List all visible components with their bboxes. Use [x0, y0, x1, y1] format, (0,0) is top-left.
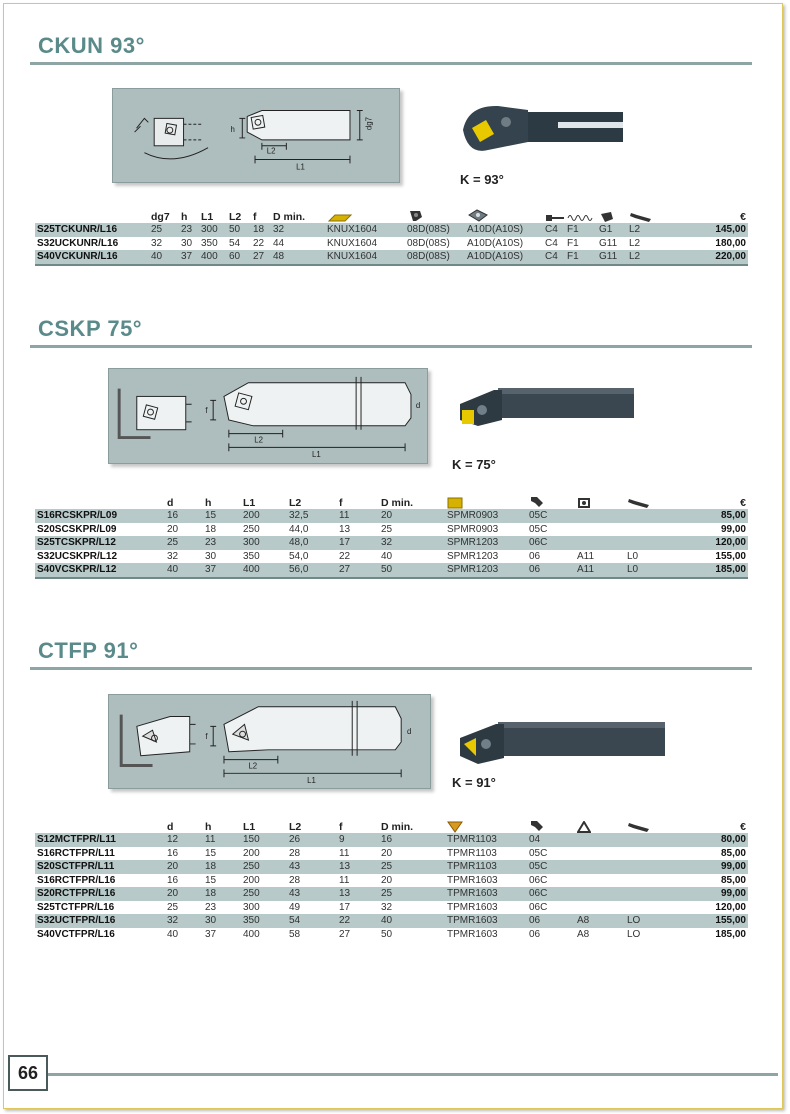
col-header: f: [339, 497, 343, 509]
table-ckun: [35, 208, 748, 266]
table-row: S32UCTFPR/L16 32 30 350 54 22 40 TPMR1603 06 A8 LO 155,00: [37, 915, 746, 926]
f-label: f: [205, 406, 208, 416]
col-header: L1: [201, 211, 214, 223]
col-header: L1: [243, 497, 256, 509]
screw-icon: [543, 208, 565, 223]
k-angle-label: K = 75°: [452, 457, 496, 472]
table-row: S12MCTFPR/L11 12 11 150 26 9 16 TPMR1103 04 80,00: [37, 834, 746, 845]
table-header-row: [35, 208, 748, 223]
seat-icon: [575, 494, 625, 509]
table-row: S40VCTFPR/L16 40 37 400 58 27 50 TPMR1603 06 A8 LO 185,00: [37, 928, 746, 940]
table-row: S20RCTFPR/L16 20 18 250 43 13 25 TPMR1603 06C 99,00: [37, 888, 746, 899]
col-header: h: [181, 211, 188, 223]
table-row: S16RCTFPR/L16 16 15 200 28 11 20 TPMR1603 06C 85,00: [37, 874, 746, 886]
d-label: d: [415, 401, 421, 411]
l1-label: L1: [296, 162, 305, 172]
table-row: S16RCTFPR/L11 16 15 200 28 11 20 TPMR1103 05C 85,00: [37, 847, 746, 859]
key-icon: [627, 208, 667, 223]
l1-label: L1: [312, 450, 321, 460]
table-row: S20SCTFPR/L11 20 18 250 43 13 25 TPMR1103 05C 99,00: [37, 861, 746, 872]
table-row: S20SCSKPR/L09 20 18 250 44,0 13 25 SPMR0903 05C 99,00: [37, 523, 746, 535]
l2-label: L2: [266, 146, 276, 156]
section-rule: [30, 667, 752, 670]
table-header-row: [35, 818, 748, 833]
insert-knux-icon: [325, 208, 405, 223]
col-header: L1: [243, 821, 256, 833]
table-row: S25TCTFPR/L16 25 23 300 49 17 32 TPMR1603 06C 120,00: [37, 901, 746, 913]
shim-icon: [405, 208, 465, 223]
l2-label: L2: [254, 435, 264, 445]
col-header: L2: [289, 821, 302, 833]
tool-photo-ctfp: [458, 716, 665, 772]
table-row: S25TCSKPR/L12 25 23 300 48,0 17 32 SPMR1203 06C 120,00: [37, 537, 746, 548]
l2-label: L2: [248, 761, 258, 771]
section-title: CKUN 93°: [38, 33, 145, 58]
table-cskp: [35, 494, 748, 579]
table-header-row: [35, 494, 748, 509]
spring-icon: [565, 208, 597, 223]
technical-drawing-cskp: [108, 368, 428, 464]
l1-label: L1: [307, 776, 316, 786]
d-label: d: [407, 727, 412, 737]
price-header: €: [740, 497, 746, 509]
screw-icon: [527, 494, 575, 509]
seat-icon: [575, 818, 625, 833]
table-row: S40VCKUNR/L16 40 37 400 60 27 48 KNUX1604 08D(08S) A10D(A10S) C4 F1 G11 L2 220,00: [35, 250, 748, 265]
key-icon: [625, 494, 665, 509]
col-header: f: [339, 821, 343, 833]
section-rule: [30, 62, 752, 65]
seat-icon: [465, 208, 543, 223]
col-header: d: [167, 497, 174, 509]
technical-drawing-ctfp: [108, 694, 431, 789]
table-row: S40VCSKPR/L12 40 37 400 56,0 27 50 SPMR1203 06 A11 L0 185,00: [35, 563, 748, 578]
col-header: L2: [289, 497, 302, 509]
tool-photo-cskp: [458, 380, 634, 440]
f-label: f: [205, 732, 208, 742]
price-header: €: [740, 211, 746, 223]
footer-rule: [48, 1073, 778, 1076]
insert-tpmr-icon: [445, 818, 527, 833]
section-rule: [30, 345, 752, 348]
col-header: D min.: [381, 821, 414, 833]
insert-spmr-icon: [445, 494, 527, 509]
key-icon: [625, 818, 665, 833]
col-header: D min.: [381, 497, 414, 509]
table-row: S16RCSKPR/L09 16 15 200 32,5 11 20 SPMR0903 05C 85,00: [37, 510, 746, 521]
price-header: €: [740, 821, 746, 833]
clamp-icon: [597, 208, 627, 223]
section-ctfp: [30, 637, 752, 670]
tool-photo-ckun: [458, 100, 623, 165]
section-title: CTFP 91°: [38, 638, 139, 663]
table-row: S32UCKUNR/L16 32 30 350 54 22 44 KNUX1604 08D(08S) A10D(A10S) C4 F1 G11 L2 180,00: [37, 237, 746, 249]
section-cskp: [30, 315, 752, 348]
col-header: D min.: [273, 211, 306, 223]
k-angle-label: K = 91°: [452, 775, 496, 790]
section-title: CSKP 75°: [38, 316, 143, 341]
col-header: d: [167, 821, 174, 833]
col-header: L2: [229, 211, 242, 223]
k-angle-label: K = 93°: [460, 172, 504, 187]
h-label: h: [230, 125, 235, 135]
screw-icon: [527, 818, 575, 833]
table-ctfp: [35, 818, 748, 941]
page-number: 66: [8, 1055, 48, 1091]
section-ckun: [30, 32, 752, 65]
table-row: S25TCKUNR/L16 25 23 300 50 18 32 KNUX1604 08D(08S) A10D(A10S) C4 F1 G1 L2 145,00: [37, 224, 746, 235]
technical-drawing-ckun: [112, 88, 400, 183]
col-header: h: [205, 497, 212, 509]
col-header: dg7: [151, 211, 170, 223]
dg7-label: dg7: [364, 117, 374, 131]
col-header: f: [253, 211, 257, 223]
col-header: h: [205, 821, 212, 833]
table-row: S32UCSKPR/L12 32 30 350 54,0 22 40 SPMR1203 06 A11 L0 155,00: [37, 550, 746, 562]
